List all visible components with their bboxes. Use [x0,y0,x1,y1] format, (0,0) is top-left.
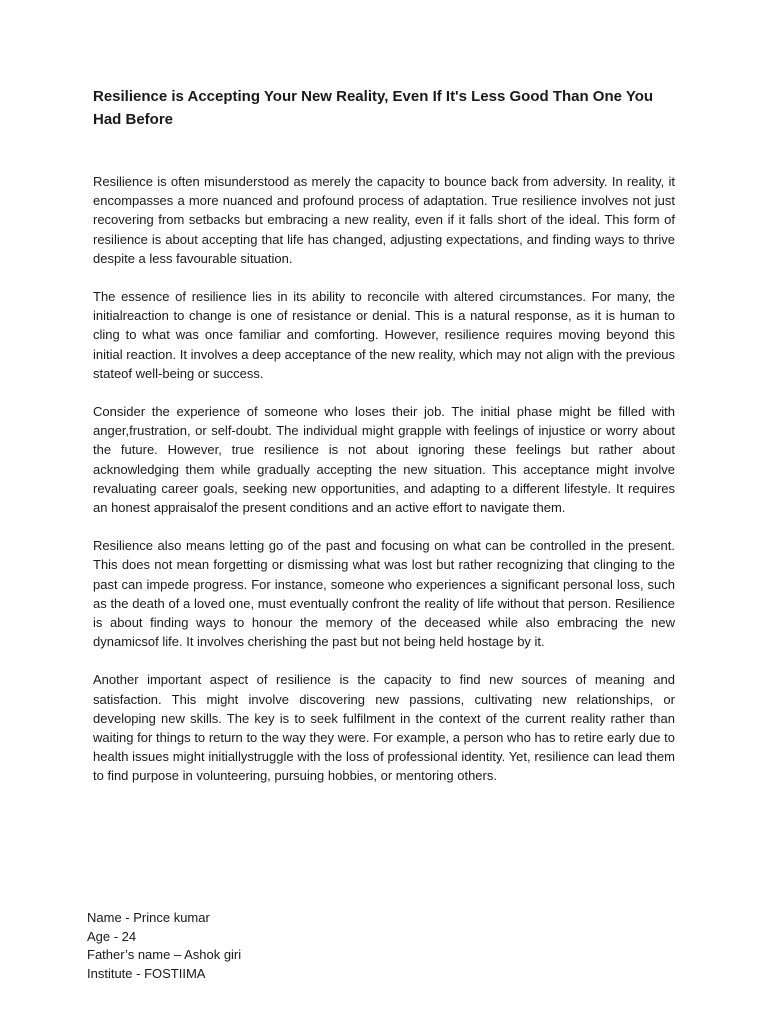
paragraph-1: Resilience is often misunderstood as merely the capacity to bounce back from adversity. In reality, it encompasses a more nuanced and profound process of adaptation. True resilience involves not just recovering from setbacks but embracing a new reality, even if it falls short of the ideal. This form of resilience is about accepting that life has changed, adjusting expectations, and finding ways to thrive despite a less favourable situation. [93,174,675,266]
paragraph-3: Consider the experience of someone who loses their job. The initial phase might be filled with anger,frustration, or self-doubt. The individual might grapple with feelings of injustice or worry about the future. However, true resilience is not about ignoring these feelings but rather about acknowledging them while gradually accepting the new situation. This acceptance might involve revaluating career goals, seeking new opportunities, and adapting to a different lifestyle. It requires an honest appraisalof the present conditions and an active effort to navigate them. [93,404,675,516]
document-title: Resilience is Accepting Your New Reality, Even If It's Less Good Than One You Had Before [93,88,654,128]
paragraph-2: The essence of resilience lies in its ability to reconcile with altered circumstances. For many, the initialreaction to change is one of resistance or denial. This is a natural response, as it is human to cling to what was once familiar and comforting. However, resilience requires moving beyond this initial reaction. It involves a deep acceptance of the new reality, which may not align with the previous stateof well-being or success. [93,289,675,381]
author-institute: Institute - FOSTIIMA [87,965,206,981]
author-age: Age - 24 [87,928,137,944]
author-info [87,909,241,983]
paragraph-4: Resilience also means letting go of the past and focusing on what can be controlled in the present. This does not mean forgetting or dismissing what was lost but rather recognizing that clinging to the past can impede progress. For instance, someone who experiences a significant personal loss, such as the death of a loved one, must eventually confront the reality of life without that person. Resilience is about finding ways to honour the memory of the deceased while also embracing the new dynamicsof life. It involves cherishing the past but not being held hostage by it. [93,538,675,650]
paragraph-5: Another important aspect of resilience is the capacity to find new sources of meaning and satisfaction. This might involve discovering new passions, cultivating new relationships, or developing new skills. The key is to seek fulfilment in the context of the current reality rather than waiting for things to return to the way they were. For example, a person who has to retire early due to health issues might initiallystruggle with the loss of professional identity. Yet, resilience can lead them to find purpose in volunteering, pursuing hobbies, or mentoring others. [93,672,675,784]
author-father-name: Father’s name – Ashok giri [87,947,242,962]
document-body [93,172,675,805]
author-name: Name - Prince kumar [87,910,210,925]
